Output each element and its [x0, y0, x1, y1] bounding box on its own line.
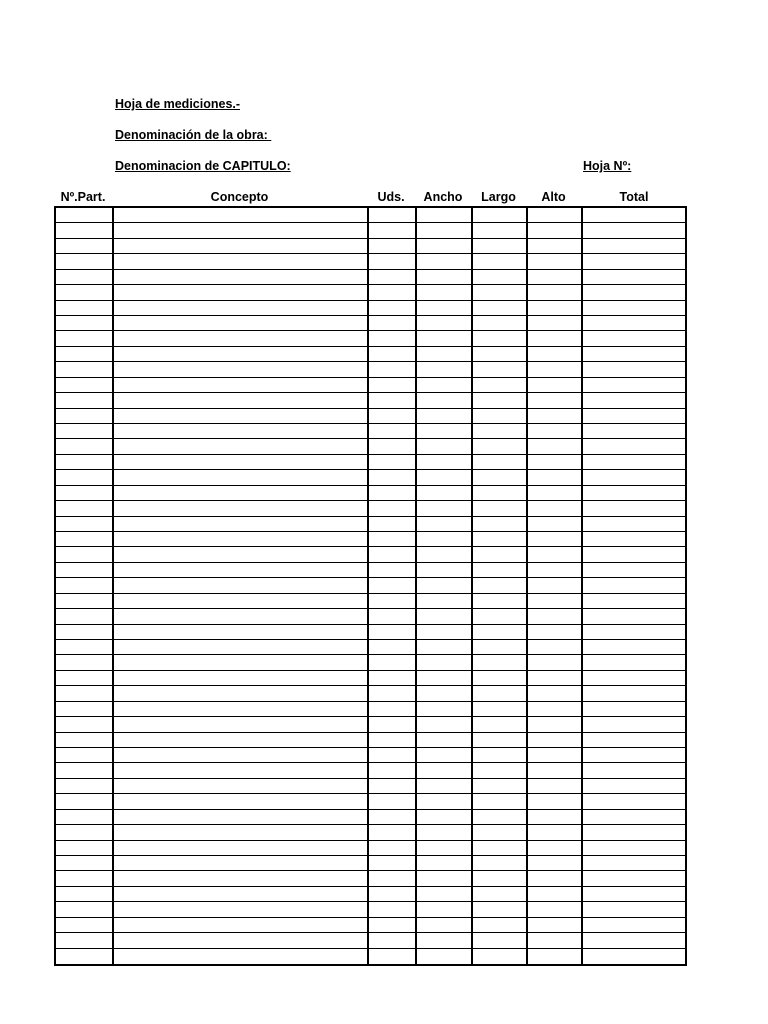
column-divider: [471, 208, 473, 964]
table-row: [56, 948, 685, 949]
table-row: [56, 639, 685, 640]
table-row: [56, 901, 685, 902]
table-row: [56, 840, 685, 841]
table-row: [56, 824, 685, 825]
table-row: [56, 762, 685, 763]
column-header-concepto: Concepto: [210, 190, 269, 204]
table-row: [56, 932, 685, 933]
table-row: [56, 253, 685, 254]
table-row: [56, 654, 685, 655]
table-row: [56, 438, 685, 439]
column-divider: [415, 208, 417, 964]
table-row: [56, 562, 685, 563]
column-header-uds: Uds.: [377, 190, 405, 204]
table-row: [56, 300, 685, 301]
table-row: [56, 593, 685, 594]
table-row: [56, 500, 685, 501]
table-row: [56, 670, 685, 671]
table-row: [56, 469, 685, 470]
table-row: [56, 608, 685, 609]
table-row: [56, 284, 685, 285]
column-header-total: Total: [619, 190, 649, 204]
table-row: [56, 855, 685, 856]
column-header-largo: Largo: [481, 190, 516, 204]
table-row: [56, 917, 685, 918]
table-row: [56, 423, 685, 424]
table-row: [56, 624, 685, 625]
table-row: [56, 485, 685, 486]
capitulo-label: Denominacion de CAPITULO:: [115, 159, 291, 173]
table-row: [56, 716, 685, 717]
table-row: [56, 778, 685, 779]
table-row: [56, 531, 685, 532]
column-divider: [526, 208, 528, 964]
table-row: [56, 346, 685, 347]
table-row: [56, 408, 685, 409]
table-row: [56, 392, 685, 393]
table-row: [56, 330, 685, 331]
table-row: [56, 546, 685, 547]
column-divider: [367, 208, 369, 964]
table-row: [56, 886, 685, 887]
table-row: [56, 269, 685, 270]
table-row: [56, 361, 685, 362]
table-row: [56, 238, 685, 239]
column-divider: [581, 208, 583, 964]
table-row: [56, 870, 685, 871]
table-row: [56, 377, 685, 378]
table-row: [56, 685, 685, 686]
obra-label: Denominación de la obra:: [115, 128, 272, 142]
table-row: [56, 577, 685, 578]
table-row: [56, 732, 685, 733]
table-row: [56, 793, 685, 794]
column-header-alto: Alto: [541, 190, 566, 204]
table-row: [56, 315, 685, 316]
hoja-number-label: Hoja Nº:: [583, 159, 632, 173]
table-row: [56, 516, 685, 517]
column-header-npart: Nº.Part.: [60, 190, 106, 204]
table-row: [56, 222, 685, 223]
table-row: [56, 701, 685, 702]
table-row: [56, 747, 685, 748]
table-row: [56, 809, 685, 810]
column-header-ancho: Ancho: [423, 190, 463, 204]
table-row: [56, 454, 685, 455]
column-divider: [112, 208, 114, 964]
sheet-title: Hoja de mediciones.-: [115, 97, 241, 111]
measurement-grid: [54, 206, 687, 966]
